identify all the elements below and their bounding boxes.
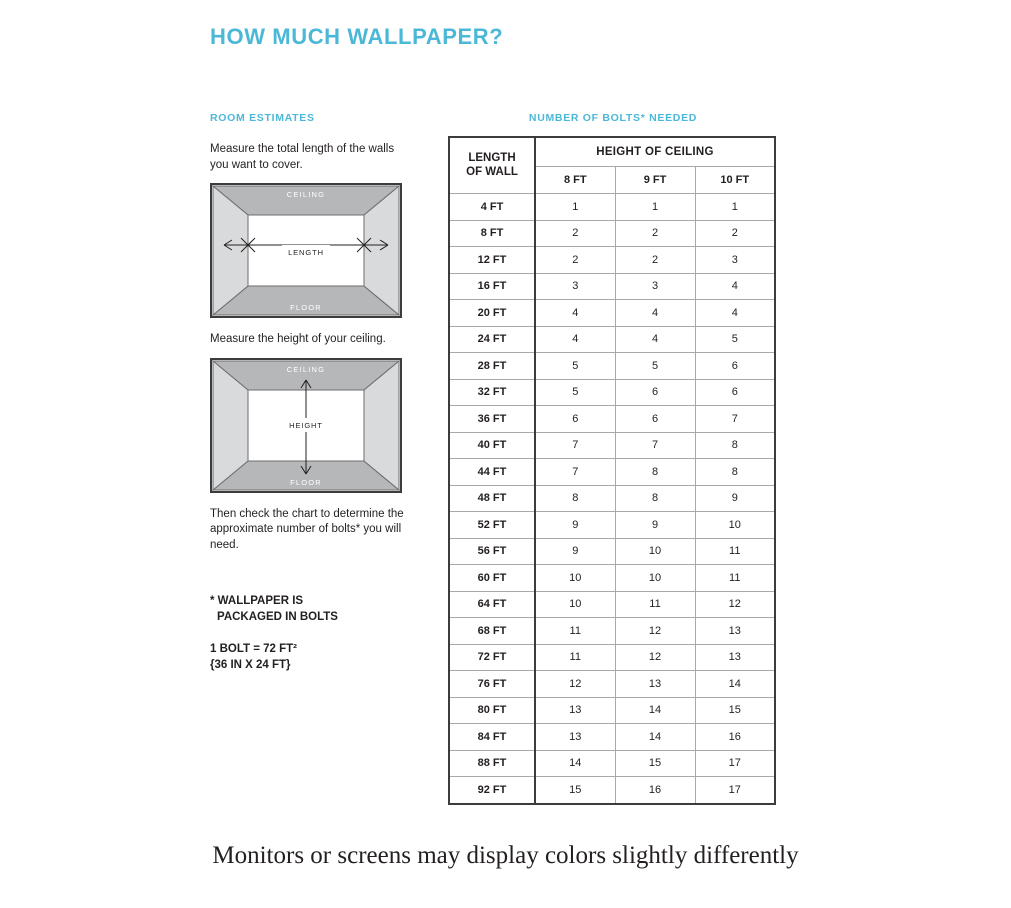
table-row — [449, 379, 775, 406]
bolts-cell: 17 — [695, 777, 775, 804]
row-label: 32 FT — [449, 379, 535, 406]
bolts-cell: 4 — [535, 300, 615, 327]
bolts-cell: 4 — [695, 300, 775, 327]
bolts-cell: 11 — [695, 565, 775, 592]
table-row — [449, 671, 775, 698]
row-label: 40 FT — [449, 432, 535, 459]
bolts-cell: 8 — [615, 485, 695, 512]
bolts-cell: 3 — [615, 273, 695, 300]
bolts-cell: 7 — [535, 432, 615, 459]
svg-text:HEIGHT: HEIGHT — [289, 420, 323, 430]
table-row — [449, 459, 775, 486]
column-header-10ft: 10 FT — [695, 167, 775, 194]
bolts-cell: 12 — [695, 591, 775, 618]
bolts-cell: 1 — [695, 194, 775, 221]
table-row — [449, 565, 775, 592]
row-label: 68 FT — [449, 618, 535, 645]
row-label: 52 FT — [449, 512, 535, 539]
table-row — [449, 194, 775, 221]
row-label: 28 FT — [449, 353, 535, 380]
table-body — [449, 194, 775, 804]
instruction-measure-length: Measure the total length of the walls you want to cover. — [210, 143, 395, 171]
bolts-cell: 4 — [615, 300, 695, 327]
svg-text:FLOOR: FLOOR — [290, 303, 322, 313]
column-header-9ft: 9 FT — [615, 167, 695, 194]
svg-text:CEILING: CEILING — [286, 364, 326, 374]
instruction-check-chart: Then check the chart to determine the approximate number of bolts* you will need. — [210, 507, 404, 551]
bolts-cell: 9 — [535, 538, 615, 565]
room-diagram-length — [210, 183, 402, 318]
bolts-cell: 2 — [535, 247, 615, 274]
bolts-cell: 15 — [615, 750, 695, 777]
bolts-cell: 12 — [535, 671, 615, 698]
page-title: HOW MUCH WALLPAPER? — [210, 24, 504, 49]
bolts-cell: 7 — [695, 406, 775, 433]
row-label: 88 FT — [449, 750, 535, 777]
bolts-cell: 17 — [695, 750, 775, 777]
table-title: NUMBER OF BOLTS* NEEDED — [528, 112, 698, 124]
bolts-cell: 15 — [535, 777, 615, 804]
table-row — [449, 247, 775, 274]
bolts-cell: 4 — [535, 326, 615, 353]
table-row — [449, 512, 775, 539]
bolt-size-line-1: 1 BOLT = 72 FT² — [210, 643, 298, 656]
bolts-cell: 5 — [695, 326, 775, 353]
table-head — [449, 137, 775, 194]
footer-disclaimer: Monitors or screens may display colors slightly differently — [212, 842, 799, 869]
table-row — [449, 353, 775, 380]
bolts-cell: 1 — [615, 194, 695, 221]
bolts-cell: 14 — [535, 750, 615, 777]
bolts-cell: 13 — [695, 618, 775, 645]
bolts-cell: 11 — [695, 538, 775, 565]
bolts-cell: 3 — [695, 247, 775, 274]
bolts-cell: 8 — [615, 459, 695, 486]
bolts-cell: 9 — [615, 512, 695, 539]
row-label: 76 FT — [449, 671, 535, 698]
bolts-cell: 13 — [695, 644, 775, 671]
table-row — [449, 273, 775, 300]
bolts-cell: 13 — [615, 671, 695, 698]
row-label: 80 FT — [449, 697, 535, 724]
bolts-cell: 6 — [695, 353, 775, 380]
table-header-row-group — [449, 137, 775, 167]
bolts-cell: 10 — [615, 565, 695, 592]
row-label: 12 FT — [449, 247, 535, 274]
bolts-cell: 6 — [535, 406, 615, 433]
group-header-height-of-ceiling: HEIGHT OF CEILING — [535, 137, 775, 167]
svg-text:FLOOR: FLOOR — [290, 477, 322, 487]
svg-text:LENGTH: LENGTH — [288, 248, 324, 258]
bolts-table — [448, 136, 776, 805]
bolts-cell: 14 — [695, 671, 775, 698]
bolts-cell: 5 — [615, 353, 695, 380]
bolts-cell: 4 — [695, 273, 775, 300]
row-label: 20 FT — [449, 300, 535, 327]
table-row — [449, 697, 775, 724]
bolts-cell: 8 — [695, 459, 775, 486]
bolts-cell: 16 — [695, 724, 775, 751]
bolts-cell: 13 — [535, 697, 615, 724]
table-row — [449, 220, 775, 247]
table-row — [449, 326, 775, 353]
corner-header-line-1: LENGTH — [468, 151, 516, 164]
bolts-cell: 6 — [615, 379, 695, 406]
row-label: 36 FT — [449, 406, 535, 433]
table-row — [449, 406, 775, 433]
bolts-cell: 11 — [535, 644, 615, 671]
table-row — [449, 644, 775, 671]
table-row — [449, 618, 775, 645]
room-diagram-height — [210, 358, 402, 493]
section-heading: ROOM ESTIMATES — [210, 112, 315, 124]
bolts-cell: 16 — [615, 777, 695, 804]
bolts-cell: 12 — [615, 618, 695, 645]
bolts-cell: 7 — [615, 432, 695, 459]
bolt-size-note — [210, 641, 410, 673]
bolts-cell: 5 — [535, 379, 615, 406]
row-label: 92 FT — [449, 777, 535, 804]
bolts-cell: 12 — [615, 644, 695, 671]
row-label: 64 FT — [449, 591, 535, 618]
row-label: 84 FT — [449, 724, 535, 751]
bolts-cell: 3 — [535, 273, 615, 300]
corner-header — [449, 137, 535, 194]
row-label: 60 FT — [449, 565, 535, 592]
column-header-8ft: 8 FT — [535, 167, 615, 194]
row-label: 48 FT — [449, 485, 535, 512]
room-estimates-section — [210, 112, 410, 673]
bolt-note-line-2: PACKAGED IN BOLTS — [217, 611, 338, 624]
bolts-cell: 14 — [615, 724, 695, 751]
bolts-cell: 2 — [615, 247, 695, 274]
instruction-measure-height: Measure the height of your ceiling. — [210, 333, 386, 346]
bolt-size-line-2: {36 IN X 24 FT} — [210, 659, 291, 672]
bolts-cell: 10 — [535, 591, 615, 618]
row-label: 56 FT — [449, 538, 535, 565]
bolt-note-line-1: * WALLPAPER IS — [210, 595, 304, 608]
table-row — [449, 724, 775, 751]
table-row — [449, 777, 775, 804]
bolts-cell: 9 — [535, 512, 615, 539]
table-row — [449, 750, 775, 777]
bolts-cell: 5 — [535, 353, 615, 380]
row-label: 8 FT — [449, 220, 535, 247]
bolts-cell: 6 — [615, 406, 695, 433]
bolt-note — [210, 593, 410, 625]
bolts-cell: 10 — [535, 565, 615, 592]
row-label: 16 FT — [449, 273, 535, 300]
table-row — [449, 300, 775, 327]
bolts-table-section — [448, 112, 778, 805]
bolts-cell: 9 — [695, 485, 775, 512]
bolts-cell: 14 — [615, 697, 695, 724]
bolts-cell: 7 — [535, 459, 615, 486]
bolts-cell: 2 — [615, 220, 695, 247]
row-label: 24 FT — [449, 326, 535, 353]
bolts-cell: 10 — [695, 512, 775, 539]
bolts-cell: 8 — [695, 432, 775, 459]
bolts-cell: 1 — [535, 194, 615, 221]
table-row — [449, 538, 775, 565]
bolts-cell: 2 — [535, 220, 615, 247]
row-label: 44 FT — [449, 459, 535, 486]
bolts-cell: 15 — [695, 697, 775, 724]
table-row — [449, 432, 775, 459]
bolts-cell: 4 — [615, 326, 695, 353]
svg-text:CEILING: CEILING — [286, 190, 326, 200]
bolts-cell: 10 — [615, 538, 695, 565]
bolts-cell: 6 — [695, 379, 775, 406]
bolts-cell: 13 — [535, 724, 615, 751]
table-row — [449, 591, 775, 618]
bolts-cell: 2 — [695, 220, 775, 247]
bolts-cell: 11 — [615, 591, 695, 618]
bolts-cell: 8 — [535, 485, 615, 512]
row-label: 72 FT — [449, 644, 535, 671]
table-row — [449, 485, 775, 512]
corner-header-line-2: OF WALL — [466, 165, 518, 178]
bolts-cell: 11 — [535, 618, 615, 645]
row-label: 4 FT — [449, 194, 535, 221]
